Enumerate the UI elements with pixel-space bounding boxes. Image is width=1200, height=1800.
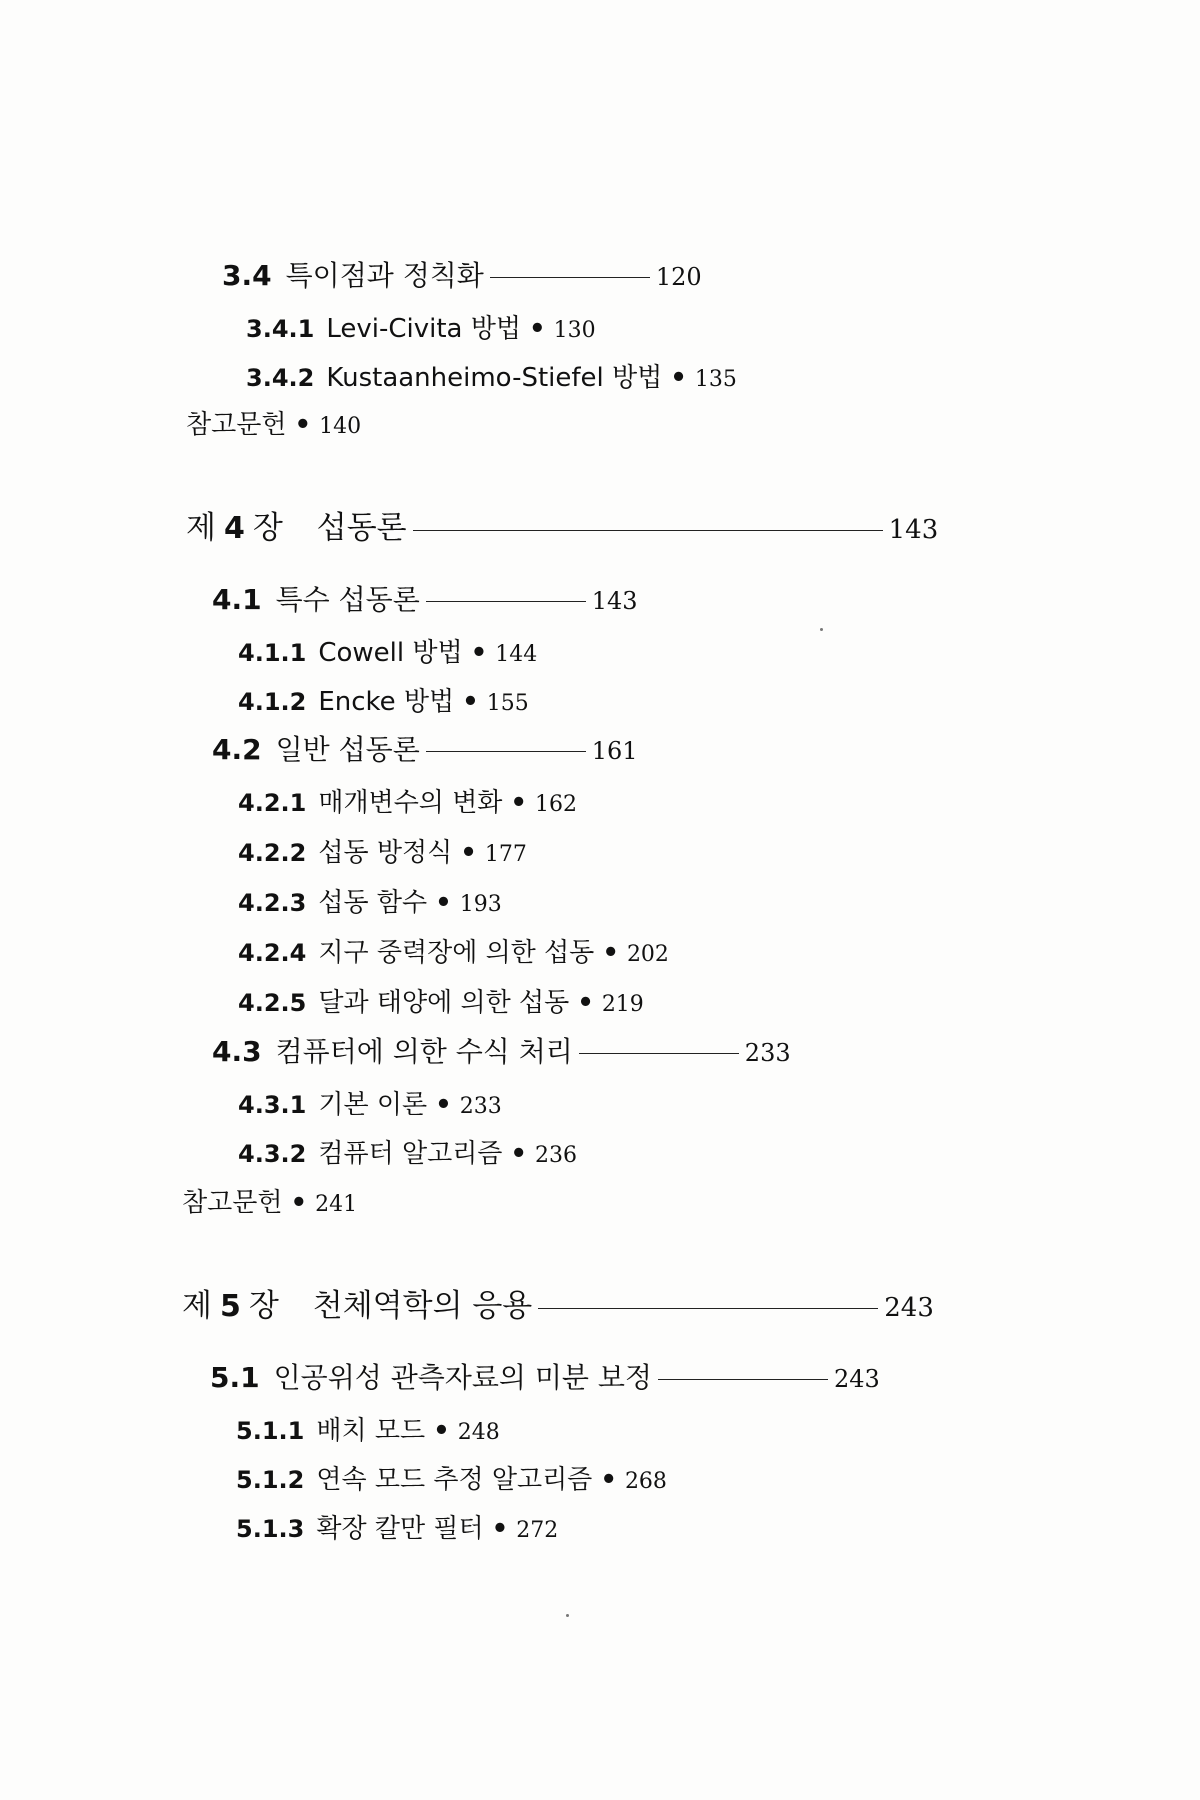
separator-dot: • bbox=[577, 988, 594, 1018]
toc-subsection-4-1-1[interactable] bbox=[238, 632, 537, 669]
section-number: 5.1 bbox=[210, 1361, 260, 1394]
subsection-number: 4.2.1 bbox=[238, 789, 307, 817]
subsection-number: 4.1.1 bbox=[238, 639, 307, 667]
page-number: 202 bbox=[626, 942, 669, 967]
toc-subsection-5-1-2[interactable] bbox=[236, 1459, 667, 1496]
section-number: 4.2 bbox=[212, 733, 262, 766]
chapter-prefix: 제 bbox=[182, 1288, 212, 1324]
page-number: 143 bbox=[888, 515, 939, 545]
subsection-title: 섭동 방정식 bbox=[318, 838, 453, 868]
leader-rule bbox=[490, 277, 650, 278]
scan-speck bbox=[566, 1614, 569, 1617]
toc-chapter-4[interactable] bbox=[186, 502, 938, 547]
page-number: 130 bbox=[553, 318, 596, 343]
subsection-title: 기본 이론 bbox=[318, 1090, 428, 1120]
separator-dot: • bbox=[470, 638, 488, 668]
subsection-title: Levi-Civita 방법 bbox=[326, 314, 521, 344]
subsection-number: 5.1.2 bbox=[236, 1466, 305, 1494]
section-number: 4.1 bbox=[212, 583, 262, 616]
chapter-suffix: 장 bbox=[252, 510, 283, 546]
subsection-number: 5.1.1 bbox=[236, 1417, 305, 1445]
page-number: 135 bbox=[694, 367, 737, 392]
separator-dot: • bbox=[435, 1090, 452, 1120]
page-number: 243 bbox=[884, 1293, 934, 1323]
toc-subsection-5-1-1[interactable] bbox=[236, 1410, 500, 1447]
subsection-number: 3.4.2 bbox=[246, 364, 315, 392]
separator-dot: • bbox=[294, 410, 312, 440]
separator-dot: • bbox=[510, 1139, 528, 1169]
page-number: 143 bbox=[591, 587, 638, 615]
separator-dot: • bbox=[435, 888, 452, 918]
page-number: 155 bbox=[486, 691, 529, 716]
leader-rule bbox=[426, 601, 586, 602]
page-number: 236 bbox=[535, 1143, 578, 1168]
section-title: 일반 섭동론 bbox=[275, 733, 420, 766]
leader-rule bbox=[426, 751, 586, 752]
subsection-title: 컴퓨터 알고리즘 bbox=[318, 1139, 503, 1169]
leader-rule bbox=[413, 530, 883, 531]
separator-dot: • bbox=[460, 838, 477, 868]
chapter-title: 섭동론 bbox=[316, 510, 407, 546]
page-number: 162 bbox=[535, 792, 578, 817]
subsection-number: 3.4.1 bbox=[246, 315, 315, 343]
separator-dot: • bbox=[510, 788, 528, 818]
page-number: 243 bbox=[833, 1365, 880, 1393]
separator-dot: • bbox=[462, 687, 479, 717]
subsection-title: Cowell 방법 bbox=[318, 638, 463, 668]
section-title: 특수 섭동론 bbox=[275, 583, 420, 616]
separator-dot: • bbox=[670, 363, 687, 393]
toc-subsection-3-4-2[interactable] bbox=[246, 357, 737, 394]
subsection-title: Encke 방법 bbox=[318, 687, 455, 717]
leader-rule bbox=[579, 1053, 739, 1054]
subsection-number: 4.3.1 bbox=[238, 1091, 307, 1119]
chapter-suffix: 장 bbox=[248, 1288, 279, 1324]
toc-subsection-4-1-2[interactable] bbox=[238, 681, 529, 718]
page-number: 241 bbox=[315, 1192, 358, 1217]
subsection-title: 섭동 함수 bbox=[318, 888, 428, 918]
toc-subsection-5-1-3[interactable] bbox=[236, 1508, 558, 1545]
page-number: 272 bbox=[516, 1518, 559, 1543]
references-title: 참고문헌 bbox=[186, 410, 287, 440]
toc-references-ch4[interactable] bbox=[182, 1182, 357, 1219]
subsection-title: 지구 중력장에 의한 섭동 bbox=[318, 938, 595, 968]
section-title: 컴퓨터에 의한 수식 처리 bbox=[275, 1035, 573, 1068]
subsection-title: Kustaanheimo-Stiefel 방법 bbox=[326, 363, 663, 393]
section-title: 특이점과 정칙화 bbox=[285, 259, 484, 292]
separator-dot: • bbox=[491, 1514, 509, 1544]
toc-subsection-4-3-2[interactable] bbox=[238, 1133, 577, 1170]
references-title: 참고문헌 bbox=[182, 1188, 283, 1218]
subsection-number: 4.1.2 bbox=[238, 688, 307, 716]
toc-subsection-4-2-4[interactable] bbox=[238, 932, 669, 969]
section-number: 3.4 bbox=[222, 259, 272, 292]
page-number: 161 bbox=[591, 737, 638, 765]
chapter-title: 천체역학의 응용 bbox=[312, 1288, 533, 1324]
separator-dot: • bbox=[290, 1188, 308, 1218]
separator-dot: • bbox=[528, 314, 546, 344]
section-number: 4.3 bbox=[212, 1035, 262, 1068]
toc-section-4-3[interactable] bbox=[212, 1030, 791, 1070]
page-number: 144 bbox=[495, 642, 538, 667]
chapter-number: 5 bbox=[219, 1289, 241, 1324]
toc-subsection-4-2-5[interactable] bbox=[238, 982, 644, 1019]
subsection-number: 5.1.3 bbox=[236, 1515, 305, 1543]
subsection-number: 4.2.5 bbox=[238, 989, 307, 1017]
toc-subsection-4-2-1[interactable] bbox=[238, 782, 577, 819]
subsection-number: 4.3.2 bbox=[238, 1140, 307, 1168]
page-number: 219 bbox=[601, 992, 644, 1017]
page-number: 177 bbox=[484, 842, 527, 867]
page-number: 268 bbox=[624, 1469, 667, 1494]
chapter-prefix: 제 bbox=[186, 510, 216, 546]
subsection-title: 달과 태양에 의한 섭동 bbox=[318, 988, 570, 1018]
subsection-number: 4.2.2 bbox=[238, 839, 307, 867]
toc-section-3-4[interactable] bbox=[222, 254, 702, 294]
subsection-number: 4.2.4 bbox=[238, 939, 307, 967]
page-number: 248 bbox=[457, 1420, 500, 1445]
toc-references-ch3[interactable] bbox=[186, 404, 361, 441]
subsection-title: 확장 칼만 필터 bbox=[316, 1514, 484, 1544]
leader-rule bbox=[538, 1308, 878, 1309]
toc-subsection-3-4-1[interactable] bbox=[246, 308, 596, 345]
subsection-title: 연속 모드 추정 알고리즘 bbox=[316, 1465, 593, 1495]
separator-dot: • bbox=[600, 1465, 617, 1495]
scan-speck bbox=[820, 628, 823, 631]
toc-subsection-4-3-1[interactable] bbox=[238, 1084, 502, 1121]
subsection-title: 매개변수의 변화 bbox=[318, 788, 503, 818]
subsection-number: 4.2.3 bbox=[238, 889, 307, 917]
separator-dot: • bbox=[602, 938, 619, 968]
subsection-title: 배치 모드 bbox=[316, 1416, 426, 1446]
page-number: 120 bbox=[655, 263, 702, 291]
page-number: 233 bbox=[744, 1039, 791, 1067]
toc-section-5-1[interactable] bbox=[210, 1356, 880, 1396]
toc-section-4-2[interactable] bbox=[212, 728, 638, 768]
leader-rule bbox=[658, 1379, 828, 1380]
section-title: 인공위성 관측자료의 미분 보정 bbox=[273, 1361, 652, 1394]
page-number: 233 bbox=[459, 1094, 502, 1119]
toc-chapter-5[interactable] bbox=[182, 1280, 934, 1325]
toc-subsection-4-2-3[interactable] bbox=[238, 882, 502, 919]
page-number: 140 bbox=[319, 414, 362, 439]
chapter-number: 4 bbox=[223, 511, 245, 546]
toc-section-4-1[interactable] bbox=[212, 578, 638, 618]
toc-subsection-4-2-2[interactable] bbox=[238, 832, 527, 869]
page-number: 193 bbox=[459, 892, 502, 917]
separator-dot: • bbox=[433, 1416, 450, 1446]
